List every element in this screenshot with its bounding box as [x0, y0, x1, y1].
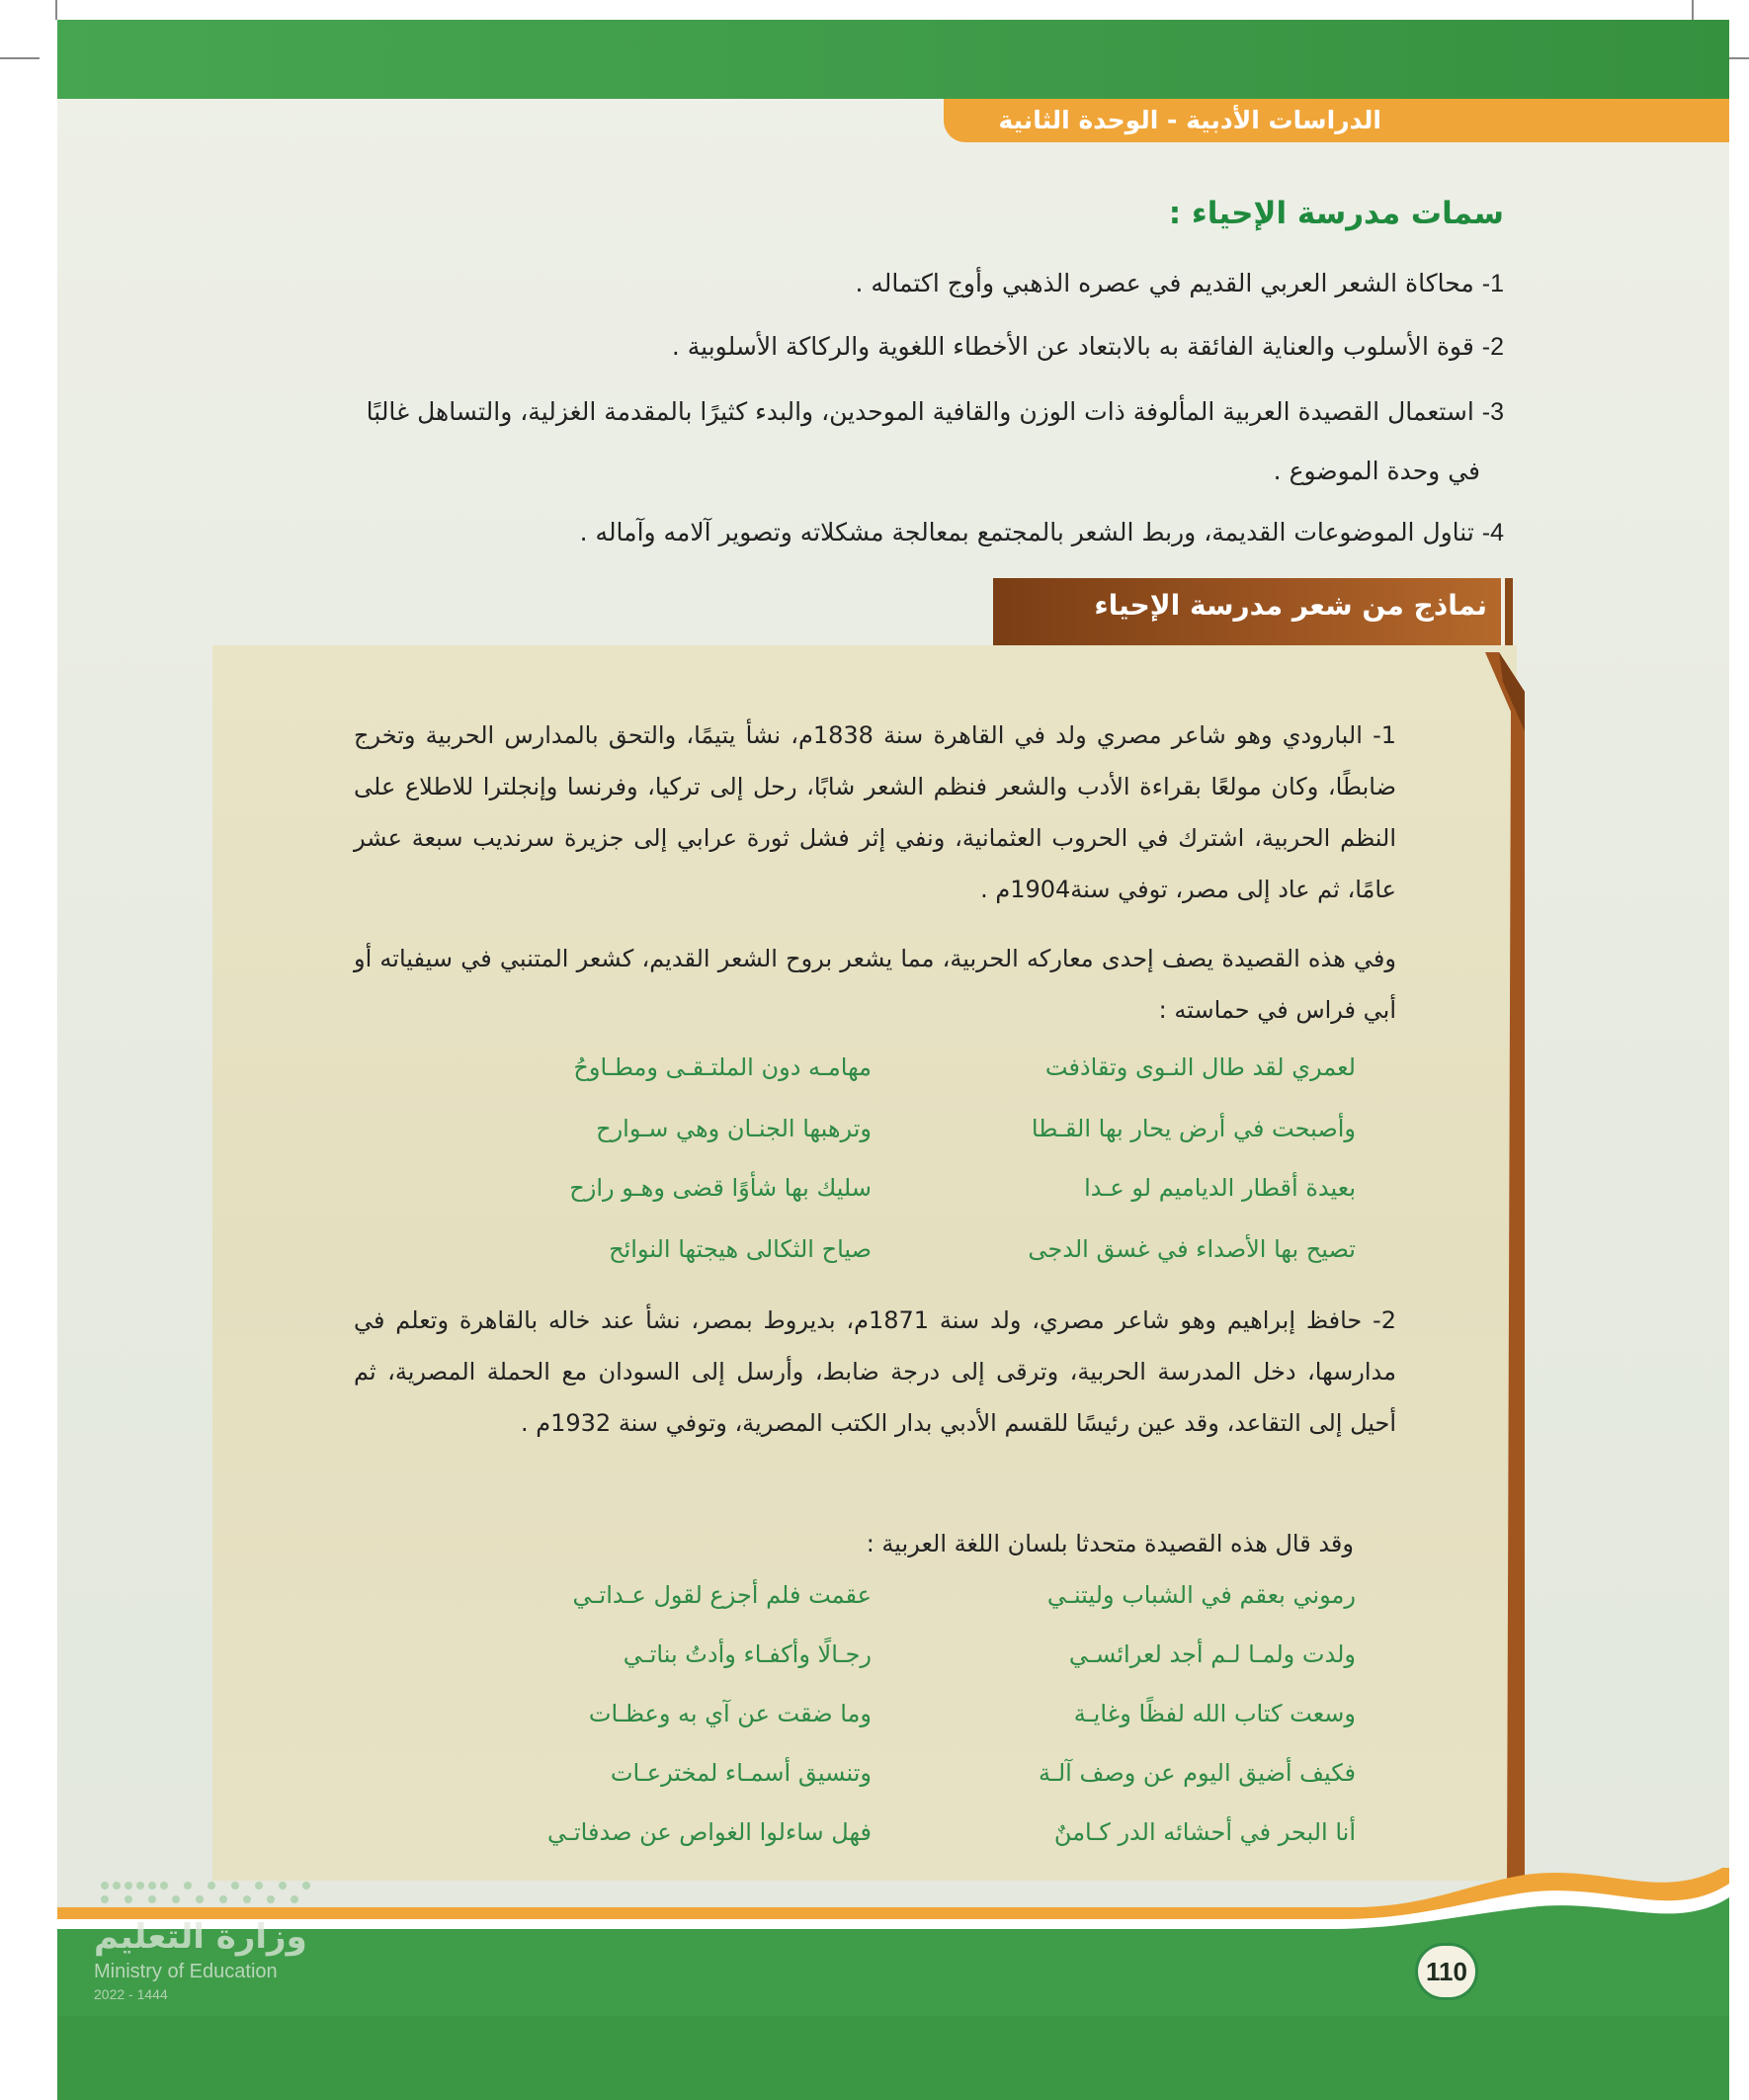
verse-first-half: لعمري لقد طال النـوى وتقاذفت — [1044, 1053, 1356, 1081]
crop-mark — [55, 0, 57, 20]
list-item-continuation: في وحدة الموضوع . — [1273, 457, 1480, 485]
verse-first-half: أنا البحر في أحشائه الدر كـامنٌ — [1053, 1818, 1356, 1846]
page-number: 110 — [1415, 1943, 1478, 2000]
crop-mark — [0, 57, 40, 59]
verse-second-half: فهل ساءلوا الغواص عن صدفاتـي — [546, 1818, 872, 1846]
list-item — [672, 314, 1504, 379]
list-item-number: 2- — [1481, 333, 1504, 361]
models-title-band-edge — [1505, 578, 1513, 645]
list-item-number: 4- — [1481, 519, 1504, 546]
list-item — [367, 379, 1504, 445]
verse-first-half: وسعت كتاب الله لفظًا وغايـة — [1073, 1700, 1356, 1727]
list-item — [580, 500, 1504, 565]
list-item-text: استعمال القصيدة العربية المألوفة ذات الوزن والقافية الموحدين، والبدء كثيرًا بالمقدمة الغزلية، والتساهل غالبًا — [366, 397, 1474, 426]
poem-intro: وفي هذه القصيدة يصف إحدى معاركه الحربية، مما يشعر بروح الشعر القديم، كشعر المتنبي في سيفياته أو أبي فراس في حماسته : — [354, 945, 1396, 1024]
header-green-bar — [57, 20, 1729, 99]
verse-first-half: تصيح بها الأصداء في غسق الدجى — [1028, 1235, 1356, 1263]
verse-second-half: رجـالًا وأكفـاء وأدتُ بناتـي — [623, 1640, 872, 1668]
list-item — [855, 251, 1504, 316]
section-title: سمات مدرسة الإحياء : — [1168, 196, 1504, 231]
verse-second-half: وما ضقت عن آي به وعظـات — [588, 1700, 872, 1727]
list-item-number: 3- — [1481, 398, 1504, 426]
verse-second-half: وتنسيق أسمـاء لمخترعـات — [610, 1759, 872, 1787]
verse-first-half: ولدت ولمـا لـم أجد لعرائسـي — [1068, 1640, 1356, 1668]
models-title: نماذج من شعر مدرسة الإحياء — [1094, 589, 1487, 622]
verse-second-half: مهامـه دون الملتـقـى ومطـاوحُ — [573, 1053, 872, 1081]
poet-bio: 1- البارودي وهو شاعر مصري ولد في القاهرة سنة 1838م، نشأ يتيمًا، والتحق بالمدارس الحربية وتخرج ضابطًا، وكان مولعًا بقراءة الأدب والشعر فنظم الشعر شابًا، رحل إلى تركيا، وفرنسا وإنجلترا للاطلاع على النظم الحربية، اشترك في الحروب العثمانية، ونفي إثر فشل ثورة عرابي إلى جزيرة سرنديب سبعة عشر عامًا، ثم عاد إلى مصر، توفي سنة1904م . — [354, 721, 1397, 903]
unit-title: الدراسات الأدبية - الوحدة الثانية — [998, 106, 1381, 134]
verse-first-half: فكيف أضيق اليوم عن وصف آلـة — [1038, 1759, 1356, 1787]
verse-first-half: بعيدة أقطار الدياميم لو عـدا — [1084, 1174, 1356, 1202]
ministry-logo-dots — [99, 1878, 311, 1907]
verse-second-half: وترهبها الجنـان وهي سـوارح — [596, 1115, 872, 1142]
ministry-logo-english: Ministry of Education — [94, 1961, 278, 1982]
verse-first-half: رموني بعقم في الشباب وليتنـي — [1046, 1581, 1356, 1609]
list-item-number: 1- — [1481, 270, 1504, 297]
verse-second-half: سليك بها شأوًا قضى وهـو رازح — [569, 1174, 872, 1202]
verse-first-half: وأصبحت في أرض يحار بها القـطا — [1031, 1115, 1356, 1142]
poem-intro: وقد قال هذه القصيدة متحدثا بلسان اللغة العربية : — [866, 1530, 1354, 1557]
verse-second-half: صياح الثكالى هيجتها النوائح — [609, 1235, 872, 1263]
list-item-text: تناول الموضوعات القديمة، وربط الشعر بالمجتمع بمعالجة مشكلاته وتصوير آلامه وآماله . — [579, 518, 1474, 546]
list-item-text: محاكاة الشعر العربي القديم في عصره الذهبي وأوج اكتماله . — [855, 269, 1474, 297]
list-item-text: قوة الأسلوب والعناية الفائقة به بالابتعاد عن الأخطاء اللغوية والركاكة الأسلوبية . — [671, 332, 1474, 361]
panel-ribbon — [1485, 652, 1527, 1888]
crop-mark — [1692, 0, 1694, 20]
poet-bio: 2- حافظ إبراهيم وهو شاعر مصري، ولد سنة 1871م، بديروط بمصر، نشأ عند خاله بالقاهرة وتعلم في مدارسها، دخل المدرسة الحربية، وترقى إلى درجة ضابط، وأرسل إلى السودان مع الحملة المصرية، ثم أحيل إلى التقاعد، وقد عين رئيسًا للقسم الأدبي بدار الكتب المصرية، وتوفي سنة 1932م . — [354, 1306, 1396, 1437]
ministry-logo-arabic: وزارة التعليم — [94, 1917, 307, 1957]
verse-second-half: عقمت فلم أجزع لقول عـداتـي — [572, 1581, 872, 1609]
ministry-logo-year: 2022 - 1444 — [94, 1986, 168, 2002]
